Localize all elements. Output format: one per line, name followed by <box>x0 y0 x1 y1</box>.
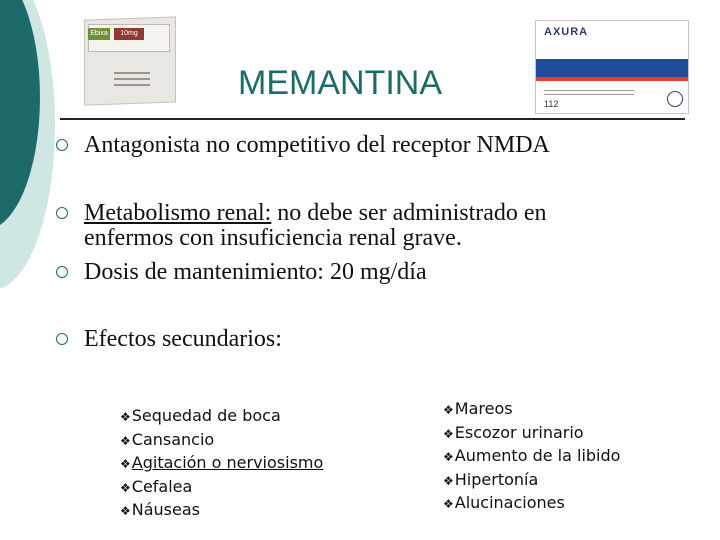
list-item <box>443 445 620 469</box>
bullet-2-rest: no debe ser administrado en <box>271 200 547 226</box>
list-item <box>120 405 323 429</box>
list-item <box>120 429 323 453</box>
box-dose-label: 10mg <box>114 28 144 40</box>
title-divider <box>60 118 685 120</box>
diamond-arrow-icon: ❖ <box>120 433 131 448</box>
side-effect-label: Escozor urinario <box>454 422 584 442</box>
side-effect-label: Alucinaciones <box>454 493 565 512</box>
axura-brand: AXURA <box>544 26 589 38</box>
side-effect-label: Cansancio <box>131 429 215 449</box>
list-item <box>120 499 323 523</box>
diamond-arrow-icon: ❖ <box>120 480 131 495</box>
side-effects-left-list <box>120 405 323 523</box>
list-item <box>443 492 620 516</box>
diamond-arrow-icon: ❖ <box>120 410 131 424</box>
box-brand-label: Ebixa <box>88 28 110 40</box>
bullet-circle-icon <box>56 139 68 151</box>
side-effect-label: Cefalea <box>131 476 193 496</box>
bullet-circle-icon <box>56 266 68 278</box>
list-item <box>120 476 323 500</box>
bullet-text-3: Dosis de mantenimiento: 20 mg/día <box>84 259 427 285</box>
slide-title: MEMANTINA <box>238 64 442 102</box>
diamond-arrow-icon: ❖ <box>443 473 454 488</box>
side-effect-label: Sequedad de boca <box>131 406 281 425</box>
list-item <box>443 398 620 422</box>
side-effect-label: Mareos <box>454 399 513 418</box>
bullet-text-2 <box>84 201 547 251</box>
bullet-circle-icon <box>56 333 68 345</box>
side-effect-label: Aumento de la libido <box>454 446 621 465</box>
side-effect-label: Náuseas <box>131 500 200 519</box>
bullet-text-4: Efectos secundarios: <box>84 326 282 352</box>
bullet-text-1: Antagonista no competitivo del receptor NMDA <box>84 132 550 158</box>
bullet-2-line2: enfermos con insuficiencia renal grave. <box>84 225 462 251</box>
diamond-arrow-icon: ❖ <box>443 403 454 417</box>
list-item <box>443 422 620 446</box>
side-effects-right-list <box>443 398 620 516</box>
diamond-arrow-icon: ❖ <box>120 457 131 471</box>
diamond-arrow-icon: ❖ <box>443 426 454 441</box>
list-item <box>120 452 323 476</box>
diamond-arrow-icon: ❖ <box>443 450 454 464</box>
diamond-arrow-icon: ❖ <box>443 497 454 511</box>
side-effect-label: Hipertonía <box>454 469 539 489</box>
side-effect-label: Agitación o nerviosismo <box>131 453 324 472</box>
axura-count: 112 <box>544 99 559 109</box>
bullet-2-underlined: Metabolismo renal: <box>84 200 272 226</box>
list-item <box>443 469 620 493</box>
bullet-circle-icon <box>56 207 68 219</box>
diamond-arrow-icon: ❖ <box>120 504 131 518</box>
